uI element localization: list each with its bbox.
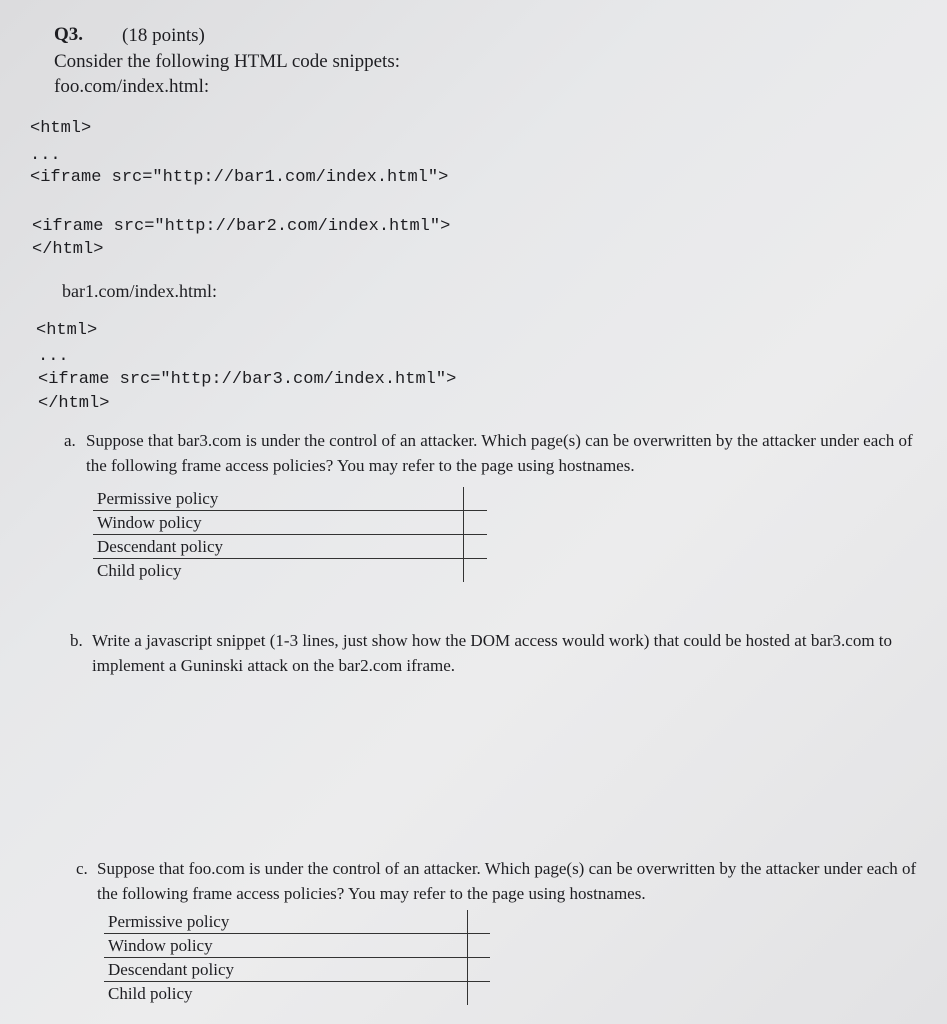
part-c-policy-descendant: Descendant policy bbox=[104, 958, 467, 982]
part-a-text: Suppose that bar3.com is under the control of an attacker. Which page(s) can be overwritten by the attacker under each of the following frame access policies? You may refer to the page using hostnames. bbox=[86, 431, 913, 475]
code2-line-html-close: </html> bbox=[38, 394, 110, 413]
question-intro: Consider the following HTML code snippets: bbox=[54, 51, 400, 72]
part-c-answer-cell[interactable] bbox=[467, 982, 490, 1006]
part-c-text: Suppose that foo.com is under the control of an attacker. Which page(s) can be overwritten by the attacker under each of the following frame access policies? You may refer to the page using hostnames. bbox=[97, 859, 917, 903]
part-c-policy-permissive: Permissive policy bbox=[104, 910, 467, 934]
code1-line-iframe-bar1: <iframe src="http://bar1.com/index.html"> bbox=[30, 168, 449, 187]
part-c-answer-cell[interactable] bbox=[467, 910, 490, 934]
code2-line-iframe-bar3: <iframe src="http://bar3.com/index.html"> bbox=[38, 370, 457, 389]
part-c-policy-child: Child policy bbox=[104, 982, 467, 1006]
part-a-answer-cell[interactable] bbox=[464, 487, 487, 511]
part-b-answer-area[interactable] bbox=[92, 690, 922, 840]
part-a-policy-permissive: Permissive policy bbox=[93, 487, 464, 511]
part-a-policy-child: Child policy bbox=[93, 559, 464, 583]
part-c-answer-cell[interactable] bbox=[467, 958, 490, 982]
part-a-answer-cell[interactable] bbox=[464, 559, 487, 583]
code1-line-html-close: </html> bbox=[32, 240, 104, 259]
part-a-policy-descendant: Descendant policy bbox=[93, 535, 464, 559]
part-a-answer-cell[interactable] bbox=[464, 511, 487, 535]
code1-line-html-open: <html> bbox=[30, 119, 92, 138]
part-a-policy-table bbox=[93, 487, 487, 582]
code1-line-iframe-bar2: <iframe src="http://bar2.com/index.html"> bbox=[32, 217, 451, 236]
code2-line-ellipsis: ... bbox=[38, 347, 69, 366]
part-c-answer-cell[interactable] bbox=[467, 934, 490, 958]
part-b-text: Write a javascript snippet (1-3 lines, just show how the DOM access would work) that could be hosted at bar3.com to implement a Guninski attack on the bar2.com iframe. bbox=[92, 631, 893, 675]
code1-line-ellipsis: ... bbox=[30, 146, 61, 165]
question-points: (18 points) bbox=[122, 25, 205, 46]
question-number: Q3. bbox=[54, 24, 84, 45]
file-label-foo: foo.com/index.html: bbox=[54, 76, 210, 97]
part-c-policy-window: Window policy bbox=[104, 934, 467, 958]
part-a-policy-window: Window policy bbox=[93, 511, 464, 535]
part-a-answer-cell[interactable] bbox=[464, 535, 487, 559]
part-c-policy-table bbox=[104, 910, 490, 1005]
part-c-label: c. bbox=[76, 859, 88, 878]
code2-line-html-open: <html> bbox=[36, 321, 98, 340]
file-label-bar1: bar1.com/index.html: bbox=[62, 281, 217, 301]
part-b-label: b. bbox=[70, 631, 83, 650]
part-a-label: a. bbox=[64, 431, 76, 450]
